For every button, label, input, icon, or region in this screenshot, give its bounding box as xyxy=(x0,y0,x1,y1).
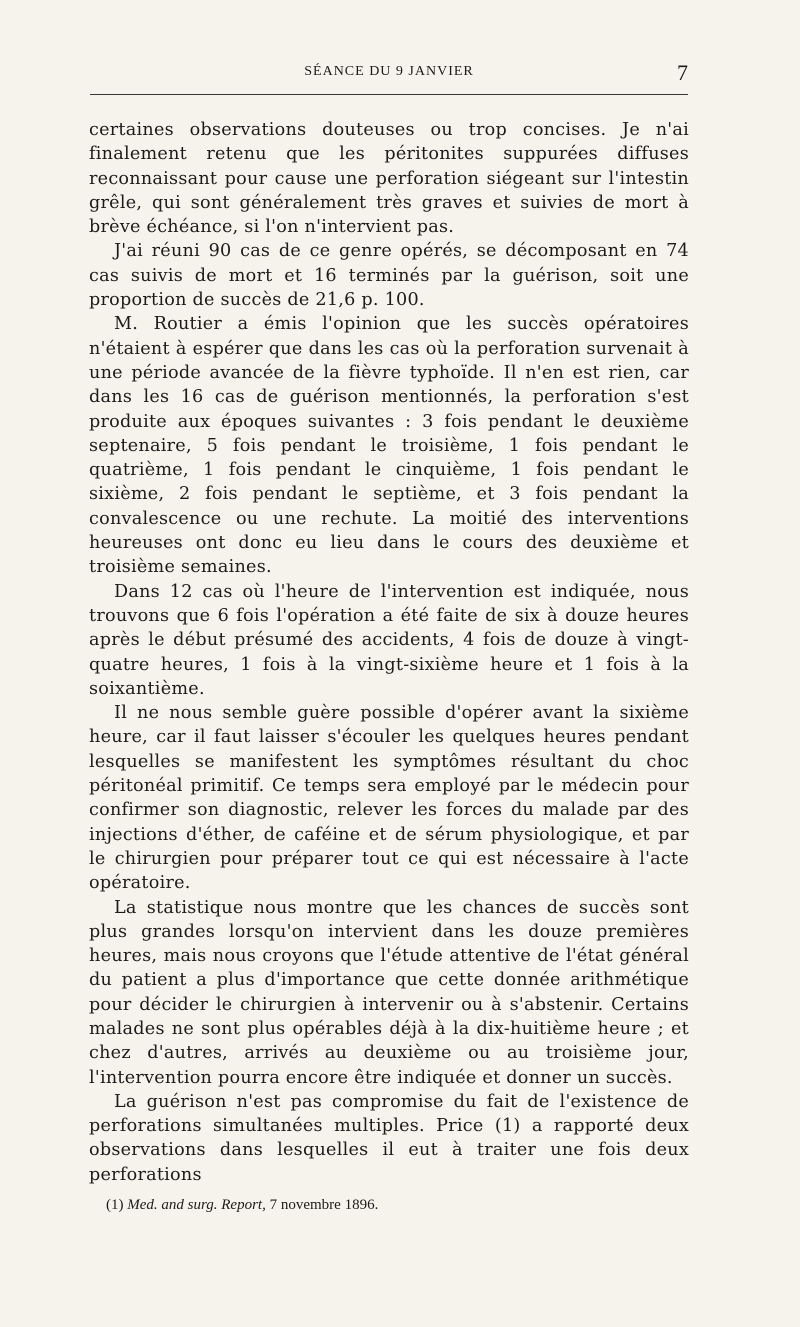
paragraph: J'ai réuni 90 cas de ce genre opérés, se décomposant en 74 cas suivis de mort et 16 terminés par la guérison, soit une proportion de succès de 21,6 p. 100. xyxy=(89,241,689,311)
footnote-marker: (1) xyxy=(106,1197,124,1213)
paragraph: Il ne nous semble guère possible d'opérer avant la sixième heure, car il faut laisser s'écouler les quelques heures pendant lesquelles se manifestent les symptômes résultant du choc péritonéal primitif. Ce temps sera employé par le médecin pour confirmer son diagnostic, relever les forces du malade par des injections d'éther, de caféine et de sérum physiologique, et par le chirurgien pour préparer tout ce qui est nécessaire à l'acte opératoire. xyxy=(89,703,689,894)
header-title: SÉANCE DU 9 JANVIER xyxy=(304,64,474,79)
footnote-date: 7 novembre 1896. xyxy=(269,1197,379,1213)
page-number: 7 xyxy=(677,60,688,85)
paragraph: La guérison n'est pas compromise du fait de l'existence de perforations simultanées multiples. Price (1) a rapporté deux observations dans lesquelles il eut à traiter une fois deux perforations xyxy=(89,1091,689,1185)
running-header xyxy=(90,60,688,95)
footnote-source: Med. and surg. Report, xyxy=(127,1197,266,1213)
paragraph: Dans 12 cas où l'heure de l'intervention est indiquée, nous trouvons que 6 fois l'opération a été faite de six à douze heures après le début présumé des accidents, 4 fois de douze à vingt-quatre heures, 1 fois à la vingt-sixième heure et 1 fois à la soixantième. xyxy=(89,581,689,699)
paragraph: certaines observations douteuses ou trop concises. Je n'ai finalement retenu que les péritonites suppurées diffuses reconnaissant pour cause une perforation siégeant sur l'intestin grêle, qui sont généralement très graves et suivies de mort à brève échéance, si l'on n'intervient pas. xyxy=(89,120,689,238)
paragraph: M. Routier a émis l'opinion que les succès opératoires n'étaient à espérer que dans les cas où la perforation survenait à une période avancée de la fièvre typhoïde. Il n'en est rien, car dans les 16 cas de guérison mentionnés, la perforation s'est produite aux époques suivantes : 3 fois pendant le deuxième septenaire, 5 fois pendant le troisième, 1 fois pendant le quatrième, 1 fois pendant le cinquième, 1 fois pendant le sixième, 2 fois pendant le septième, et 3 fois pendant la convalescence ou une rechute. La moitié des interventions heureuses ont donc eu lieu dans le cours des deuxième et troisième semaines. xyxy=(89,314,689,578)
body-text xyxy=(89,118,689,1187)
paragraph: La statistique nous montre que les chances de succès sont plus grandes lorsqu'on intervient dans les douze premières heures, mais nous croyons que l'étude attentive de l'état général du patient a plus d'importance que cette donnée arithmétique pour décider le chirurgien à intervenir ou à s'abstenir. Certains malades ne sont plus opérables déjà à la dix-huitième heure ; et chez d'autres, arrivés au deuxième ou au troisième jour, l'intervention pourra encore être indiquée et donner un succès. xyxy=(89,897,689,1088)
footnote xyxy=(106,1197,378,1214)
